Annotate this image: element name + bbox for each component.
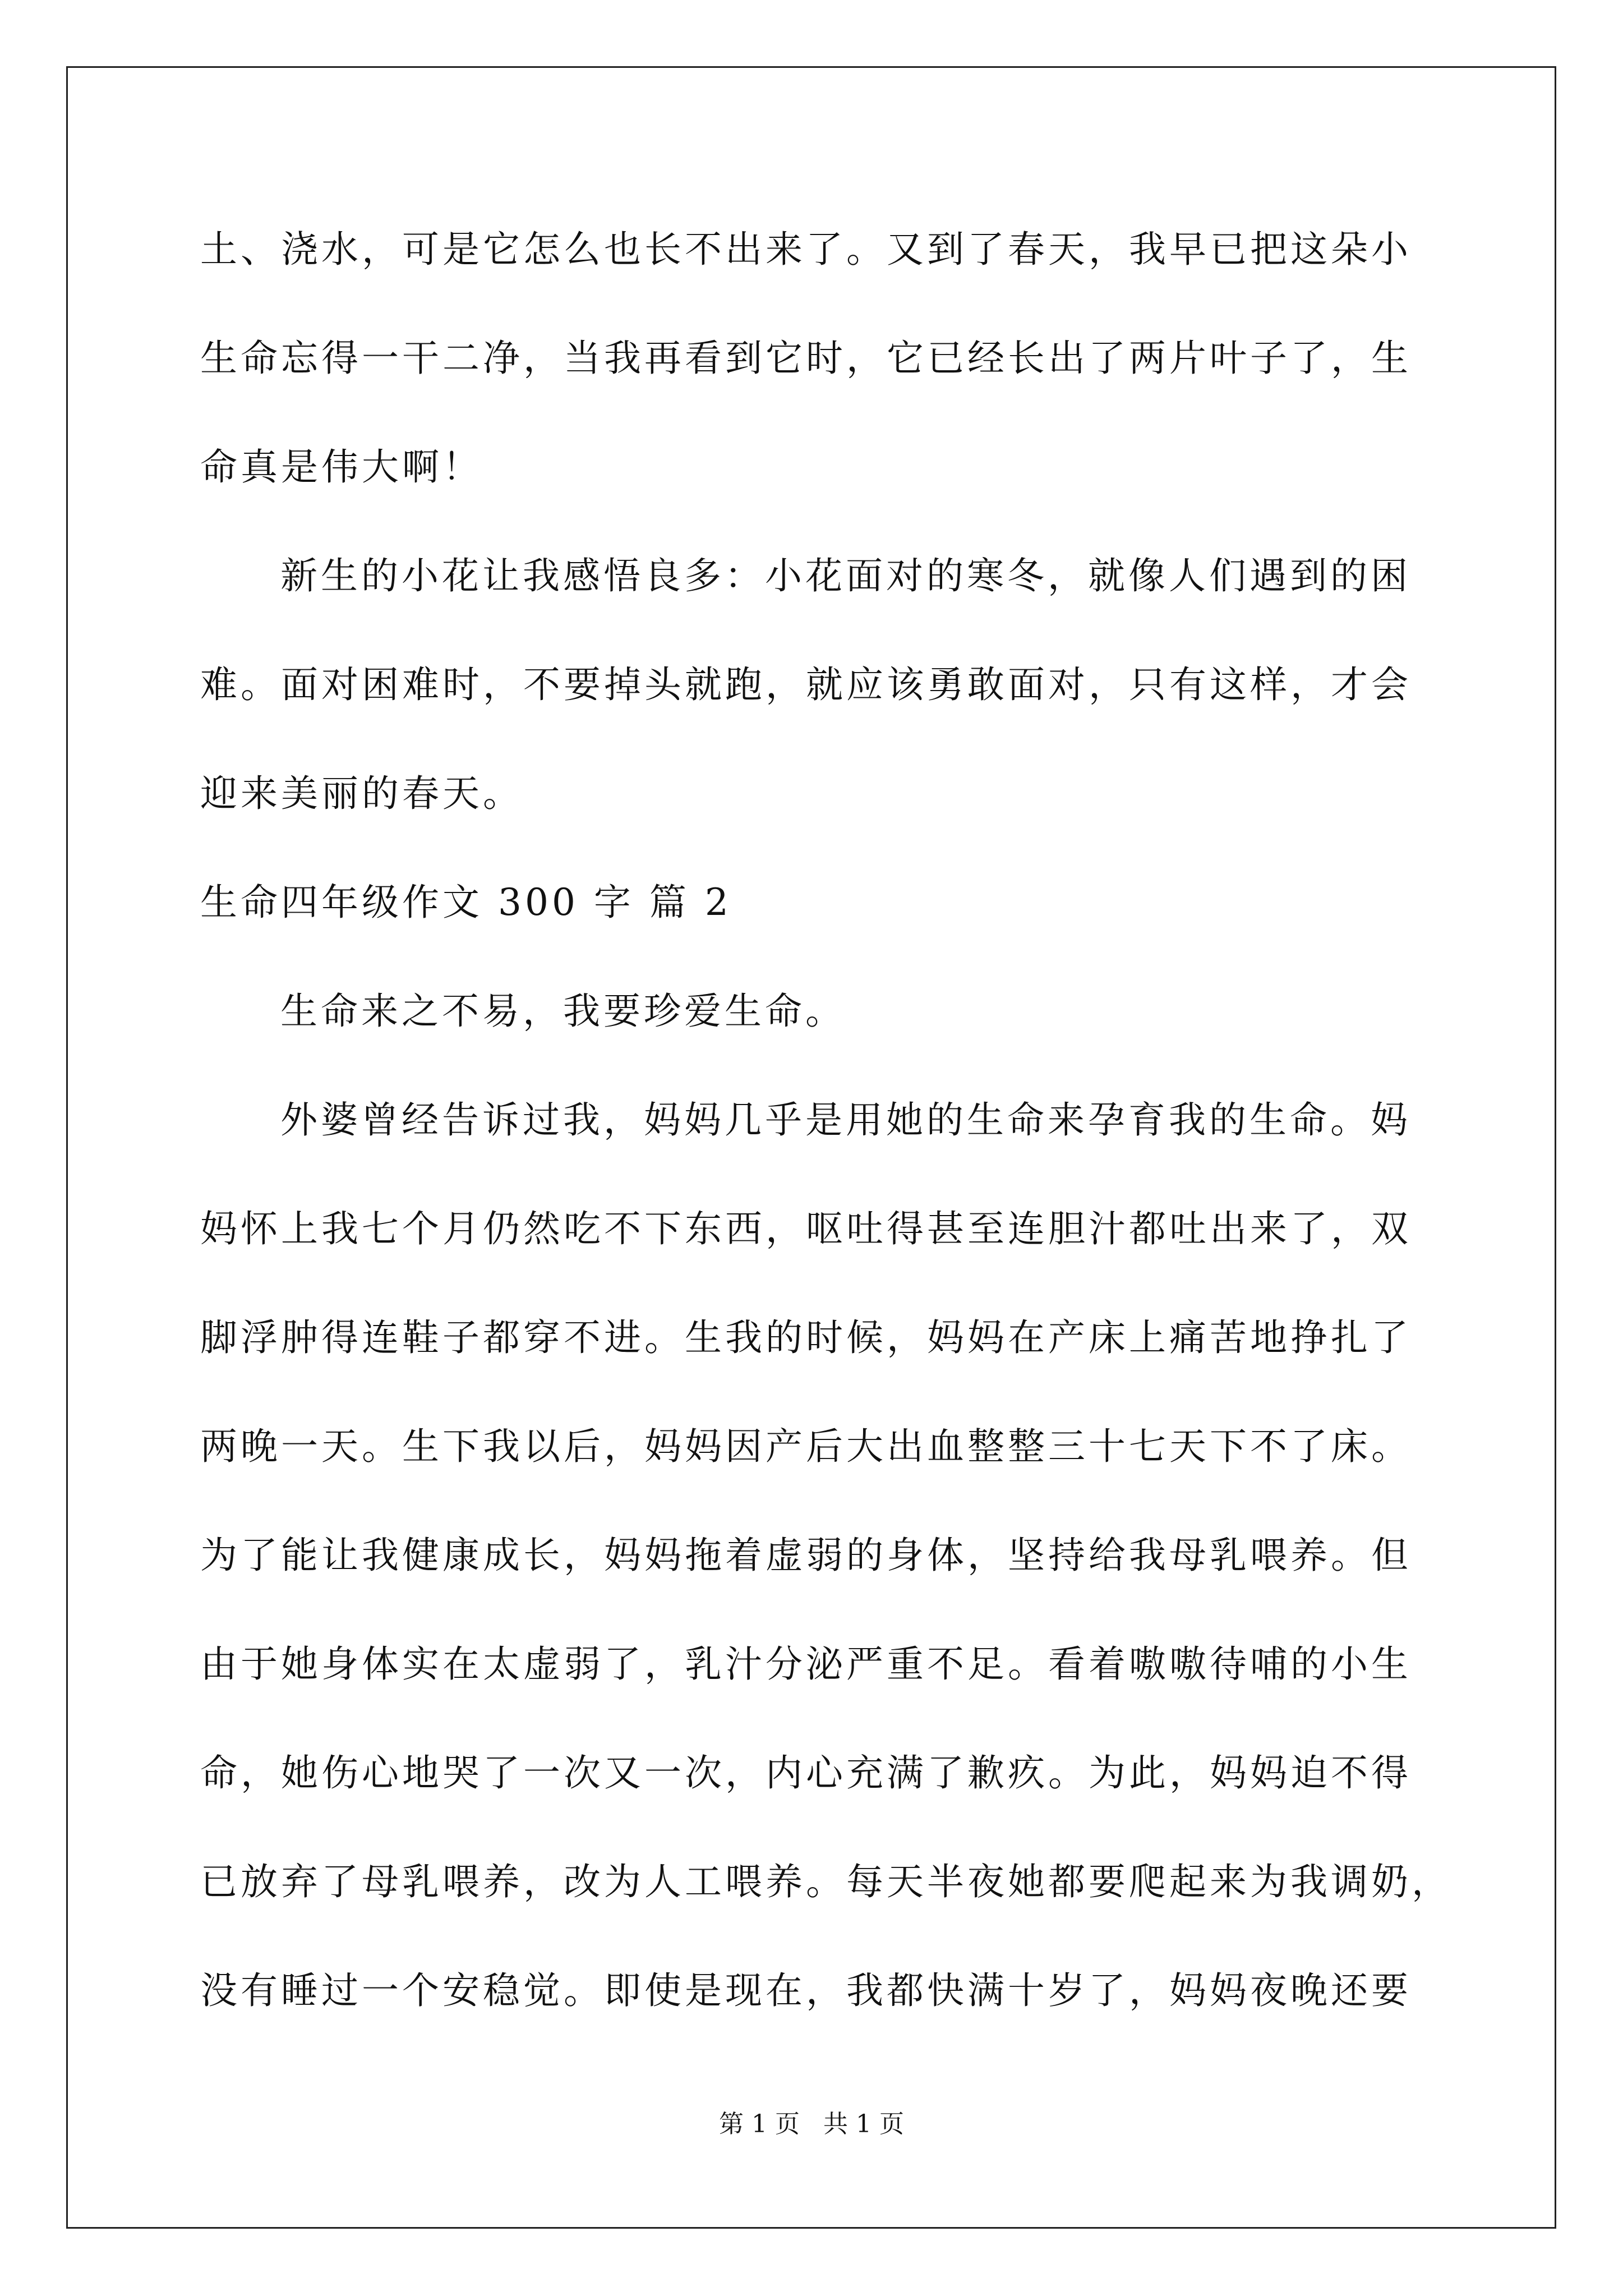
text-line: 命，她伤心地哭了一次又一次，内心充满了歉疚。为此，妈妈迫不得 xyxy=(200,1751,1412,1795)
text-line: 没有睡过一个安稳觉。即使是现在，我都快满十岁了，妈妈夜晚还要 xyxy=(200,1969,1412,2012)
text-line: 两晚一天。生下我以后，妈妈因产后大出血整整三十七天下不了床。 xyxy=(200,1425,1412,1468)
text-line: 已放弃了母乳喂养，改为人工喂养。每天半夜她都要爬起来为我调奶， xyxy=(200,1860,1452,1903)
text-line: 迎来美丽的春天。 xyxy=(200,772,523,815)
document-body xyxy=(200,217,1452,2067)
text-line: 生命忘得一干二净，当我再看到它时，它已经长出了两片叶子了，生 xyxy=(200,337,1412,380)
text-line: 外婆曾经告诉过我，妈妈几乎是用她的生命来孕育我的生命。妈 xyxy=(280,1098,1411,1142)
text-line: 脚浮肿得连鞋子都穿不进。生我的时候，妈妈在产床上痛苦地挣扎了 xyxy=(200,1316,1412,1359)
text-line: 生命来之不易，我要珍爱生命。 xyxy=(280,990,846,1033)
text-line: 由于她身体实在太虚弱了，乳汁分泌严重不足。看着嗷嗷待哺的小生 xyxy=(200,1642,1412,1686)
text-line: 难。面对困难时，不要掉头就跑，就应该勇敢面对，只有这样，才会 xyxy=(200,663,1412,706)
text-line: 妈怀上我七个月仍然吃不下东西，呕吐得甚至连胆汁都吐出来了，双 xyxy=(200,1207,1412,1250)
text-line: 新生的小花让我感悟良多：小花面对的寒冬，就像人们遇到的困 xyxy=(280,554,1411,597)
text-line: 命真是伟大啊！ xyxy=(200,445,483,489)
text-line: 为了能让我健康成长，妈妈拖着虚弱的身体，坚持给我母乳喂养。但 xyxy=(200,1534,1412,1577)
page-number-footer: 第 1 页 共 1 页 xyxy=(719,2110,904,2138)
text-line: 土、浇水，可是它怎么也长不出来了。又到了春天，我早已把这朵小 xyxy=(200,228,1412,271)
section-heading: 生命四年级作文 300 字 篇 2 xyxy=(200,881,732,924)
